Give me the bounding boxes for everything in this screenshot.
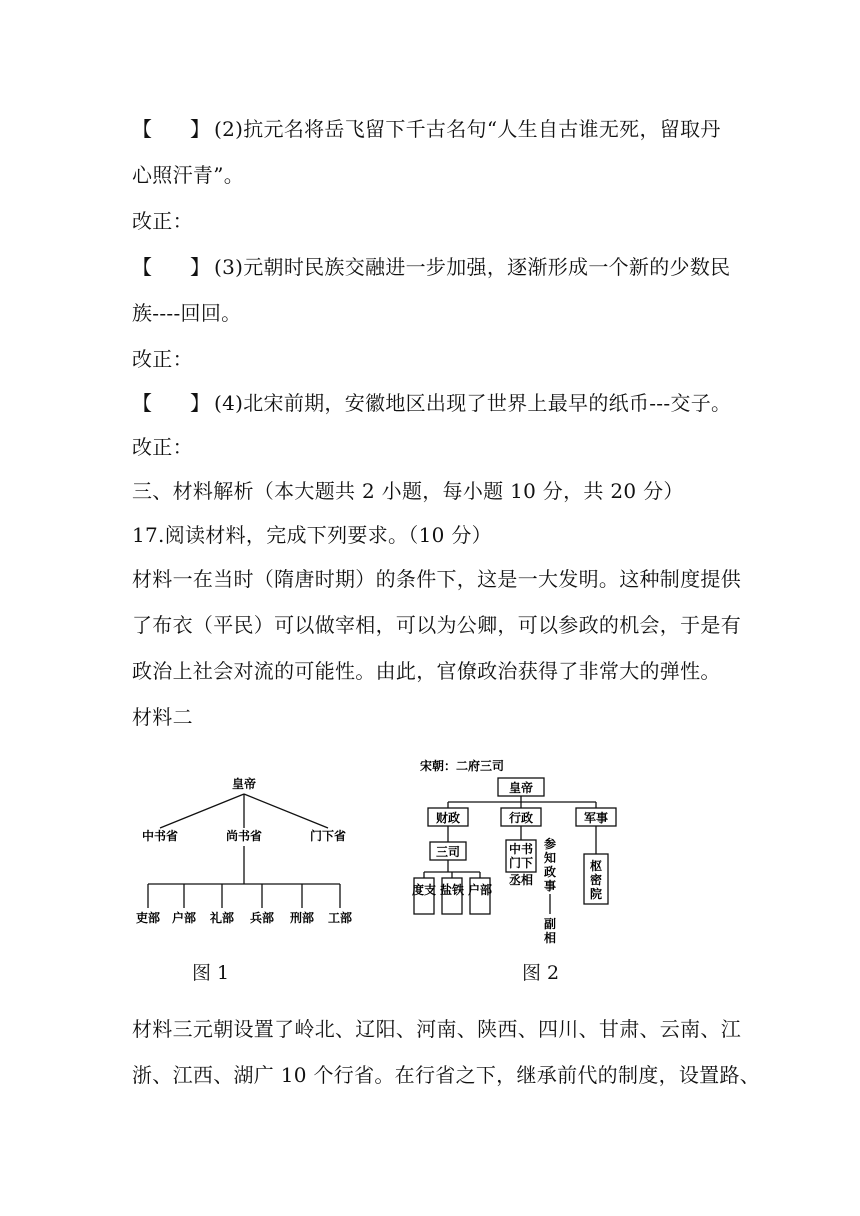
fig1-level3-4: 刑部 [289,911,315,925]
question-text: (2)抗元名将岳飞留下千古名句“人生自古谁无死，留取丹 [214,117,721,141]
fig2-branch-0: 财政 [435,811,461,825]
fig2-sansi-child-2: 户部 [467,883,493,897]
fig1-level3-2: 礼部 [209,911,235,925]
bracket-close: 】 [190,255,211,279]
material3-line2: 浙、江西、湖广 10 个行省。在行省之下，继承前代的制度，设置路、 [132,1063,761,1087]
question-text: (3)元朝时民族交融进一步加强，逐渐形成一个新的少数民 [214,255,731,279]
material1-line1: 材料一在当时（隋唐时期）的条件下，这是一大发明。这种制度提供 [132,567,741,591]
fig1-top: 皇帝 [231,777,257,791]
bracket-open: 【 [132,117,153,141]
fig2-mil-1: 密 [589,873,603,887]
material1-line2: 了布衣（平民）可以做宰相，可以为公卿，可以参政的机会，于是有 [132,613,741,637]
correction-label: 改正： [132,347,193,371]
correction-label: 改正： [132,209,193,233]
fig2-sansi-child-1: 盐铁 [439,883,465,897]
section-heading: 三、材料解析（本大题共 2 小题，每小题 10 分，共 20 分） [132,479,684,503]
fig1-level2-0: 中书省 [141,829,179,843]
fig2-branch-2: 军事 [583,811,609,825]
bracket-open: 【 [132,255,153,279]
fig2-mil-0: 枢 [589,859,603,873]
fig2-fuxiang-1: 相 [543,931,557,945]
question-3-line2: 族----回回。 [132,301,242,325]
material2-label: 材料二 [132,705,193,729]
correction-label: 改正： [132,435,193,459]
fig2-canzhi-3: 事 [543,879,557,893]
fig2-title: 宋朝：二府三司 [420,759,505,773]
figure-1-caption: 图 1 [192,962,230,984]
fig2-fuxiang-0: 副 [543,917,557,931]
figure-2-diagram [410,756,640,956]
fig1-level3-3: 兵部 [249,911,275,925]
fig2-canzhi-2: 政 [543,865,557,879]
fig2-canzhi-1: 知 [543,851,557,865]
bracket-close: 】 [190,117,211,141]
fig2-branch-1: 行政 [508,811,534,825]
fig2-top: 皇帝 [508,781,534,795]
fig1-level3-5: 工部 [327,911,353,925]
fig1-level3-0: 吏部 [135,911,161,925]
figure-2-caption: 图 2 [522,962,560,984]
bracket-close: 】 [190,391,211,415]
fig2-sansi-child-0: 度支 [411,883,437,897]
fig1-level2-2: 门下省 [309,829,347,843]
bracket-open: 【 [132,391,153,415]
question-2-line2: 心照汗青”。 [132,163,245,187]
fig1-level2-1: 尚书省 [225,829,263,843]
fig2-mil-2: 院 [589,887,603,901]
question-17: 17.阅读材料，完成下列要求。（10 分） [132,523,492,547]
material1-line3: 政治上社会对流的可能性。由此，官僚政治获得了非常大的弹性。 [132,659,721,683]
fig2-admin-0: 中书 [508,842,534,856]
fig1-level3-1: 户部 [171,911,197,925]
fig2-sansi: 三司 [435,845,461,859]
fig2-admin-1: 门下 [508,856,534,870]
material3-line1: 材料三元朝设置了岭北、辽阳、河南、陕西、四川、甘肃、云南、江 [132,1017,741,1041]
fig2-canzhi-0: 参 [543,837,557,851]
figure-1-diagram [126,770,366,930]
question-text: (4)北宋前期，安徽地区出现了世界上最早的纸币---交子。 [214,391,732,415]
fig2-admin-below: 丞相 [508,873,534,887]
